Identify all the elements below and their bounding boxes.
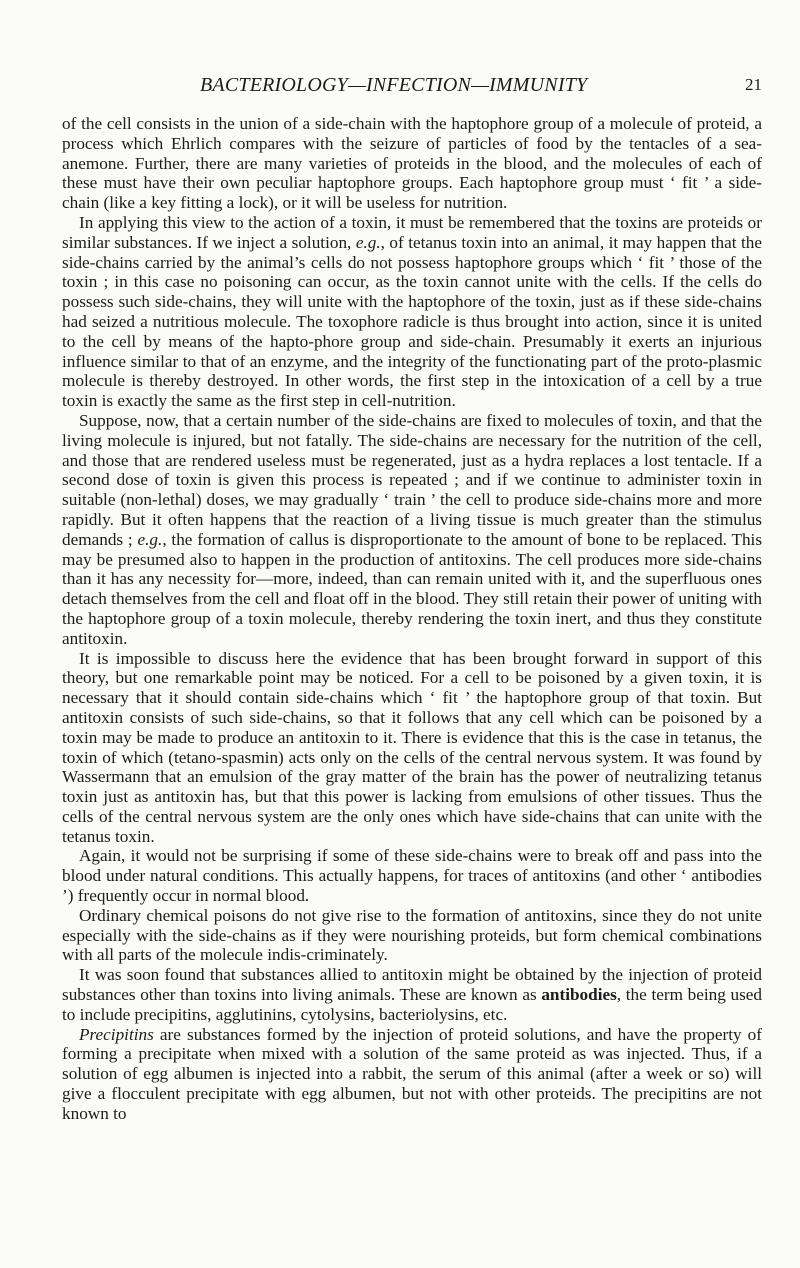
text-run: It was soon found that substances allied to antitoxin might be obtained by the injection of proteid substances other than toxins into living animals. These are known as [62, 965, 762, 1005]
text-run: Ordinary chemical poisons do not give rise to the formation of antitoxins, since they do not unite especially with the side-chains as if they were nourishing proteids, but form chemical combinations with all parts of the molecule indis-criminately. [62, 905, 762, 965]
text-run: It is impossible to discuss here the evidence that has been brought forward in support of this theory, but one remarkable point may be noticed. For a cell to be poisoned by a given toxin, it is necessary that it should contain side-chains which ‘ fit ’ the haptophore group of that toxin. But antitoxin consists of such side-chains, so that it follows that any cell which can be poisoned by a toxin may be made to produce an antitoxin to it. There is evidence that this is the case in tetanus, the toxin of which (tetano-spasmin) acts only on the cells of the central nervous system. It was found by Wassermann that an emulsion of the gray matter of the brain has the power of neutralizing tetanus toxin just as antitoxin has, but that this power is lacking from emulsions of other tissues. Thus the cells of the central nervous system are the only ones which have side-chains that can unite with the tetanus toxin. [62, 648, 762, 846]
text-run: In applying this view to the action of a toxin, it must be remembered that the toxins are proteids or similar substances. If we inject a solution, [62, 212, 762, 252]
text-run: Suppose, now, that a certain number of the side-chains are fixed to molecules of toxin, and that the living molecule is injured, but not fatally. The side-chains are necessary for the nutrition of the cell, and those that are rendered useless must be regenerated, just as a hydra replaces a lost tentacle. If a second dose of toxin is given this process is repeated ; and if we continue to administer toxin in suitable (non-lethal) doses, we may gradually ‘ train ’ the cell to produce side-chains more and more rapidly. But it often happens that the reaction of a living tissue is much greater than the stimulus demands ; [62, 410, 762, 549]
body-text [62, 114, 762, 1124]
paragraph [62, 1025, 762, 1124]
paragraph [62, 649, 762, 847]
paragraph [62, 906, 762, 965]
paragraph [62, 114, 762, 213]
italic-abbrev: e.g. [137, 529, 163, 549]
bold-term: antibodies [541, 985, 617, 1005]
paragraph [62, 965, 762, 1024]
text-run: are substances formed by the injection of proteid solutions, and have the property of forming a precipitate when mixed with a solution of the same proteid as was injected. Thus, if a solution of egg albumen is injected into a rabbit, the serum of this animal (after a week or so) will give a flocculent precipitate with egg albumen, but not with other proteids. The precipitins are not known to [62, 1024, 762, 1123]
paragraph [62, 411, 762, 649]
paragraph [62, 846, 762, 905]
text-run: of the cell consists in the union of a side-chain with the haptophore group of a molecule of proteid, a process which Ehrlich compares with the seizure of particles of food by the tentacles of a sea-anemone. Further, there are many varieties of proteids in the blood, and the molecules of each of these must have their own peculiar haptophore groups. Each haptophore group must ‘ fit ’ a side-chain (like a key fitting a lock), or it will be useless for nutrition. [62, 114, 762, 213]
text-run: Again, it would not be surprising if some of these side-chains were to break off and pass into the blood under natural conditions. This actually happens, for traces of antitoxins (and other ‘ antibodies ’) frequently occur in normal blood. [62, 846, 762, 906]
running-title: BACTERIOLOGY—INFECTION—IMMUNITY [200, 74, 588, 96]
text-run: , the formation of callus is disproportionate to the amount of bone to be replaced. This may be presumed also to happen in the production of antitoxins. The cell produces more side-chains than it has any necessity for—more, indeed, than can remain united with it, and the superfluous ones detach themselves from the cell and float off in the blood. They still retain their power of uniting with the haptophore group of a toxin molecule, thereby rendering the toxin inert, and thus they constitute antitoxin. [62, 529, 763, 648]
page-number: 21 [745, 75, 762, 94]
paragraph [62, 213, 762, 411]
italic-abbrev: e.g. [355, 232, 381, 252]
running-head [62, 74, 762, 98]
text-run: , of tetanus toxin into an animal, it may happen that the side-chains carried by the animal’s cells do not possess haptophore groups which ‘ fit ’ those of the toxin ; in this case no poisoning can occur, as the toxin cannot unite with the cells. If the cells do possess such side-chains, they will unite with the haptophore of the toxin, just as if these side-chains had seized a nutritious molecule. The toxophore radicle is thus brought into action, since it is united to the cell by means of the hapto-phore group and side-chain. Presumably it exerts an injurious influence similar to that of an enzyme, and the integrity of the functionating part of the proto-plasmic molecule is thereby destroyed. In other words, the first step in the intoxication of a cell by a true toxin is exactly the same as the first step in cell-nutrition. [62, 232, 762, 411]
text-run: , the term being used to include precipitins, agglutinins, cytolysins, bacteriolysins, etc. [62, 985, 762, 1024]
italic-term: Precipitins [79, 1024, 154, 1044]
